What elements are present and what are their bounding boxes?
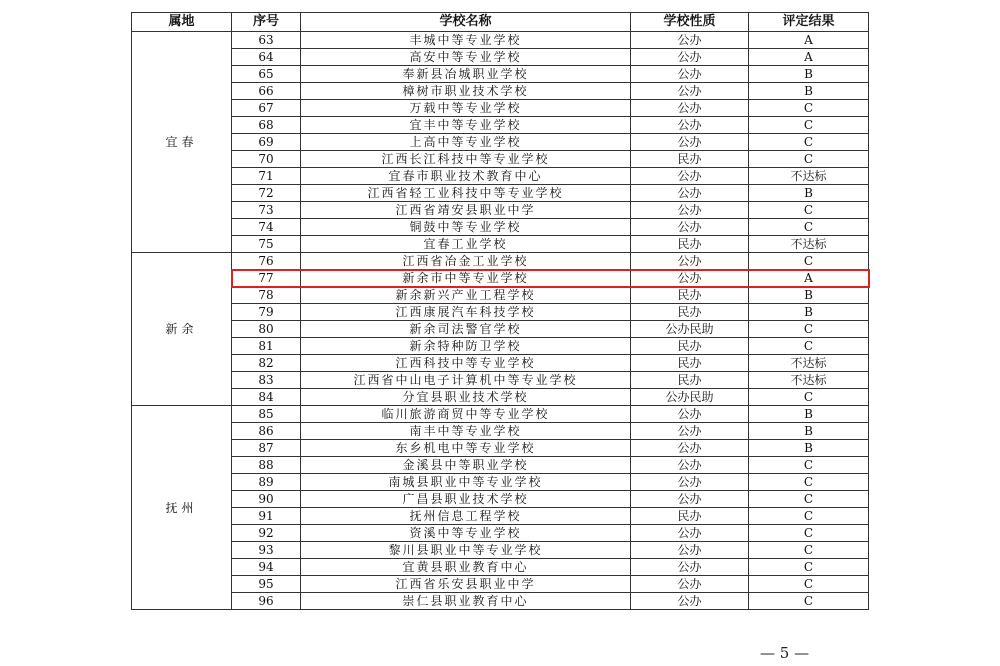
table-row [132,321,869,338]
school-type: 民办 [631,355,749,372]
evaluation-result: C [749,491,869,508]
table-row [132,219,869,236]
row-number: 85 [232,406,301,423]
school-name: 江西省冶金工业学校 [301,253,631,270]
evaluation-result: 不达标 [749,372,869,389]
row-number: 63 [232,32,301,49]
school-name: 崇仁县职业教育中心 [301,593,631,610]
evaluation-result: B [749,185,869,202]
school-type: 公办 [631,491,749,508]
school-name: 宜春市职业技术教育中心 [301,168,631,185]
school-name: 高安中等专业学校 [301,49,631,66]
evaluation-result: A [749,270,869,287]
header-region: 属地 [132,13,232,32]
evaluation-result: C [749,389,869,406]
row-number: 83 [232,372,301,389]
table-row [132,423,869,440]
school-name: 东乡机电中等专业学校 [301,440,631,457]
evaluation-result: C [749,593,869,610]
school-name: 新余新兴产业工程学校 [301,287,631,304]
evaluation-result: C [749,508,869,525]
school-type: 公办 [631,117,749,134]
school-name: 奉新县冶城职业学校 [301,66,631,83]
row-number: 76 [232,253,301,270]
school-type: 民办 [631,508,749,525]
school-type: 公办 [631,423,749,440]
school-name: 上高中等专业学校 [301,134,631,151]
school-name: 江西省中山电子计算机中等专业学校 [301,372,631,389]
table-row [132,202,869,219]
table-row [132,542,869,559]
school-type: 公办 [631,100,749,117]
evaluation-result: 不达标 [749,236,869,253]
school-name: 万载中等专业学校 [301,100,631,117]
evaluation-result: B [749,287,869,304]
table-row [132,372,869,389]
row-number: 89 [232,474,301,491]
table-row [132,576,869,593]
evaluation-result: C [749,321,869,338]
school-type: 公办 [631,576,749,593]
row-number: 96 [232,593,301,610]
region-cell: 新余 [132,253,232,406]
school-type: 公办 [631,168,749,185]
row-number: 95 [232,576,301,593]
row-number: 87 [232,440,301,457]
evaluation-result: C [749,474,869,491]
evaluation-result: B [749,66,869,83]
header-number: 序号 [232,13,301,32]
school-name: 樟树市职业技术学校 [301,83,631,100]
evaluation-result: C [749,559,869,576]
region-cell: 宜春 [132,32,232,253]
header-school-name: 学校名称 [301,13,631,32]
row-number: 72 [232,185,301,202]
row-number: 70 [232,151,301,168]
table-row [132,355,869,372]
evaluation-result: 不达标 [749,168,869,185]
evaluation-result: A [749,49,869,66]
school-type: 公办 [631,559,749,576]
school-type: 民办 [631,372,749,389]
evaluation-result: B [749,423,869,440]
table-row [132,270,869,287]
row-number: 67 [232,100,301,117]
row-number: 73 [232,202,301,219]
school-type: 公办 [631,66,749,83]
row-number: 91 [232,508,301,525]
row-number: 79 [232,304,301,321]
table-row [132,83,869,100]
school-type: 公办 [631,474,749,491]
row-number: 65 [232,66,301,83]
school-type: 公办 [631,525,749,542]
table-row [132,474,869,491]
school-name: 江西省靖安县职业中学 [301,202,631,219]
school-name: 南丰中等专业学校 [301,423,631,440]
school-name: 江西康展汽车科技学校 [301,304,631,321]
row-number: 78 [232,287,301,304]
school-name: 江西科技中等专业学校 [301,355,631,372]
row-number: 68 [232,117,301,134]
school-type: 公办 [631,49,749,66]
table-row [132,49,869,66]
table-row [132,168,869,185]
evaluation-result: B [749,406,869,423]
evaluation-result: B [749,83,869,100]
row-number: 90 [232,491,301,508]
evaluation-result: C [749,117,869,134]
header-row [132,13,869,32]
school-type: 公办 [631,219,749,236]
evaluation-result: 不达标 [749,355,869,372]
school-name: 资溪中等专业学校 [301,525,631,542]
school-name: 江西长江科技中等专业学校 [301,151,631,168]
evaluation-result: B [749,304,869,321]
row-number: 66 [232,83,301,100]
school-name: 新余特种防卫学校 [301,338,631,355]
table-row [132,559,869,576]
school-name: 金溪县中等职业学校 [301,457,631,474]
table-row [132,457,869,474]
row-number: 94 [232,559,301,576]
row-number: 82 [232,355,301,372]
school-name: 广昌县职业技术学校 [301,491,631,508]
table-row [132,134,869,151]
school-type: 公办 [631,185,749,202]
school-name: 抚州信息工程学校 [301,508,631,525]
table-row [132,406,869,423]
header-school-type: 学校性质 [631,13,749,32]
school-type: 公办 [631,253,749,270]
evaluation-result: C [749,100,869,117]
school-type: 民办 [631,236,749,253]
row-number: 75 [232,236,301,253]
table-row [132,185,869,202]
school-name: 宜丰中等专业学校 [301,117,631,134]
evaluation-result: C [749,542,869,559]
school-type: 民办 [631,338,749,355]
table-row [132,491,869,508]
row-number: 93 [232,542,301,559]
school-type: 公办 [631,406,749,423]
evaluation-result: C [749,457,869,474]
table-row [132,338,869,355]
school-type: 公办 [631,270,749,287]
school-type: 公办 [631,457,749,474]
school-name: 宜黄县职业教育中心 [301,559,631,576]
evaluation-result: C [749,134,869,151]
evaluation-result: B [749,440,869,457]
table-row [132,440,869,457]
school-type: 民办 [631,151,749,168]
row-number: 80 [232,321,301,338]
school-name: 江西省乐安县职业中学 [301,576,631,593]
row-number: 69 [232,134,301,151]
table-row [132,287,869,304]
row-number: 74 [232,219,301,236]
school-type: 民办 [631,304,749,321]
evaluation-result: C [749,338,869,355]
school-type: 公办 [631,202,749,219]
row-number: 77 [232,270,301,287]
evaluation-result: C [749,219,869,236]
school-type: 公办 [631,542,749,559]
row-number: 81 [232,338,301,355]
school-type: 公办 [631,134,749,151]
table-row [132,253,869,270]
row-number: 92 [232,525,301,542]
school-type: 公办 [631,32,749,49]
school-type: 公办民助 [631,321,749,338]
evaluation-result: C [749,525,869,542]
table-row [132,304,869,321]
table-row [132,66,869,83]
region-cell: 抚州 [132,406,232,610]
table-row [132,525,869,542]
table-row [132,508,869,525]
school-name: 临川旅游商贸中等专业学校 [301,406,631,423]
row-number: 71 [232,168,301,185]
page-number: — 5 — [760,644,810,662]
row-number: 86 [232,423,301,440]
school-type: 民办 [631,287,749,304]
table-row [132,151,869,168]
school-name: 南城县职业中等专业学校 [301,474,631,491]
school-name: 宜春工业学校 [301,236,631,253]
school-name: 新余市中等专业学校 [301,270,631,287]
school-evaluation-table [131,12,869,610]
row-number: 84 [232,389,301,406]
row-number: 64 [232,49,301,66]
table-row [132,236,869,253]
school-type: 公办民助 [631,389,749,406]
school-name: 分宜县职业技术学校 [301,389,631,406]
table-row [132,593,869,610]
evaluation-result: C [749,576,869,593]
table-body [132,32,869,610]
row-number: 88 [232,457,301,474]
results-sheet [131,12,868,610]
school-type: 公办 [631,593,749,610]
school-name: 黎川县职业中等专业学校 [301,542,631,559]
table-row [132,32,869,49]
school-name: 江西省轻工业科技中等专业学校 [301,185,631,202]
evaluation-result: A [749,32,869,49]
school-name: 新余司法警官学校 [301,321,631,338]
school-type: 公办 [631,83,749,100]
evaluation-result: C [749,151,869,168]
header-result: 评定结果 [749,13,869,32]
school-type: 公办 [631,440,749,457]
school-name: 铜鼓中等专业学校 [301,219,631,236]
evaluation-result: C [749,253,869,270]
table-row [132,117,869,134]
school-name: 丰城中等专业学校 [301,32,631,49]
evaluation-result: C [749,202,869,219]
table-row [132,389,869,406]
table-row [132,100,869,117]
